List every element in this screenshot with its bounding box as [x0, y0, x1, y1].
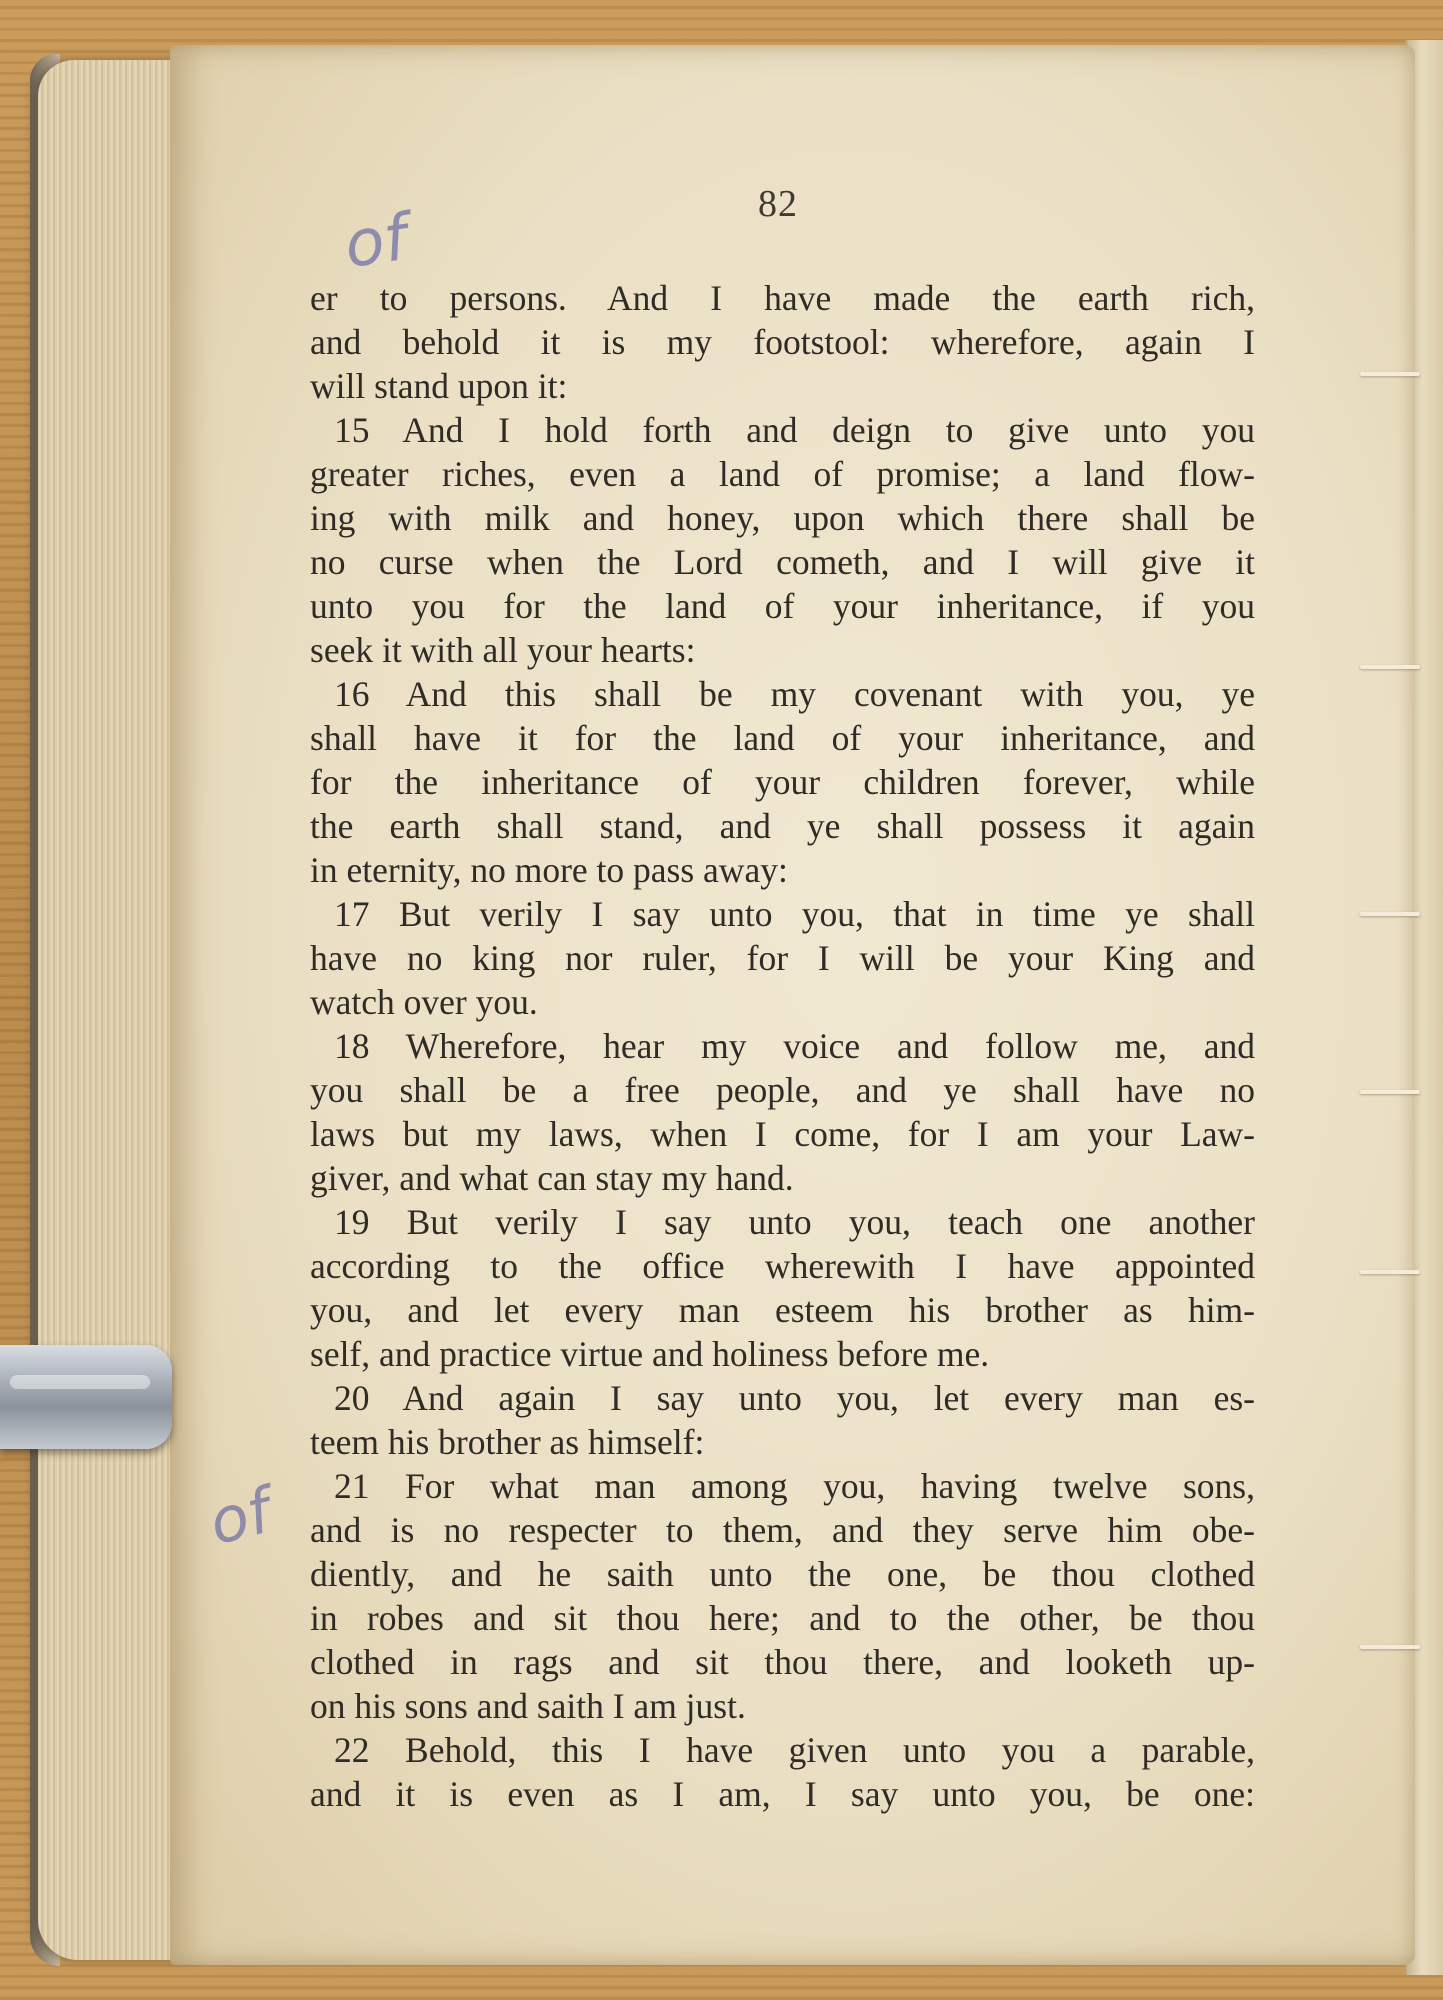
text-line: shall have it for the land of your inheritance, and — [310, 718, 1255, 758]
page-number: 82 — [758, 183, 798, 225]
binding-stitch — [1360, 1090, 1420, 1094]
text-line: 20 And again I say unto you, let every man es- — [334, 1378, 1255, 1418]
text-line: ing with milk and honey, upon which there shall be — [310, 498, 1255, 538]
text-line: giver, and what can stay my hand. — [310, 1158, 794, 1198]
handwritten-margin-note: of — [202, 1473, 278, 1560]
text-line: 22 Behold, this I have given unto you a parable, — [334, 1730, 1255, 1770]
text-line: in eternity, no more to pass away: — [310, 850, 788, 890]
text-line: in robes and sit thou here; and to the other, be thou — [310, 1598, 1255, 1638]
text-line: and behold it is my footstool: wherefore, again I — [310, 322, 1255, 362]
text-line: no curse when the Lord cometh, and I will give it — [310, 542, 1255, 582]
text-line: diently, and he saith unto the one, be thou clothed — [310, 1554, 1255, 1594]
text-line: have no king nor ruler, for I will be your King and — [310, 938, 1255, 978]
text-line: you, and let every man esteem his brother as him- — [310, 1290, 1255, 1330]
text-line: 16 And this shall be my covenant with you, ye — [334, 674, 1255, 714]
binding-stitch — [1360, 665, 1420, 669]
binding-stitch — [1360, 912, 1420, 916]
metal-page-clip — [0, 1345, 172, 1449]
text-line: you shall be a free people, and ye shall have no — [310, 1070, 1255, 1110]
text-line: greater riches, even a land of promise; a land flow- — [310, 454, 1255, 494]
text-line: unto you for the land of your inheritance, if you — [310, 586, 1255, 626]
binding-stitch — [1360, 372, 1420, 376]
text-line: and it is even as I am, I say unto you, be one: — [310, 1774, 1255, 1814]
text-line: self, and practice virtue and holiness before me. — [310, 1334, 990, 1374]
handwritten-margin-note: of — [340, 201, 412, 283]
text-line: clothed in rags and sit thou there, and looketh up- — [310, 1642, 1255, 1682]
text-line: 21 For what man among you, having twelve sons, — [334, 1466, 1255, 1506]
body-text — [310, 276, 1255, 1816]
text-line: and is no respecter to them, and they serve him obe- — [310, 1510, 1255, 1550]
text-line: the earth shall stand, and ye shall possess it again — [310, 806, 1255, 846]
text-line: er to persons. And I have made the earth rich, — [310, 278, 1255, 318]
text-line: teem his brother as himself: — [310, 1422, 705, 1462]
text-line: 15 And I hold forth and deign to give unto you — [334, 410, 1255, 450]
binding-stitch — [1360, 1645, 1420, 1649]
text-line: according to the office wherewith I have appointed — [310, 1246, 1255, 1286]
binding-stitch — [1360, 1270, 1420, 1274]
text-line: will stand upon it: — [310, 366, 568, 406]
text-line: for the inheritance of your children forever, while — [310, 762, 1255, 802]
text-line: 19 But verily I say unto you, teach one another — [334, 1202, 1255, 1242]
text-line: laws but my laws, when I come, for I am your Law- — [310, 1114, 1255, 1154]
text-line: 17 But verily I say unto you, that in time ye shall — [334, 894, 1255, 934]
text-line: on his sons and saith I am just. — [310, 1686, 746, 1726]
text-line: watch over you. — [310, 982, 538, 1022]
text-line: seek it with all your hearts: — [310, 630, 696, 670]
text-line: 18 Wherefore, hear my voice and follow me, and — [334, 1026, 1255, 1066]
